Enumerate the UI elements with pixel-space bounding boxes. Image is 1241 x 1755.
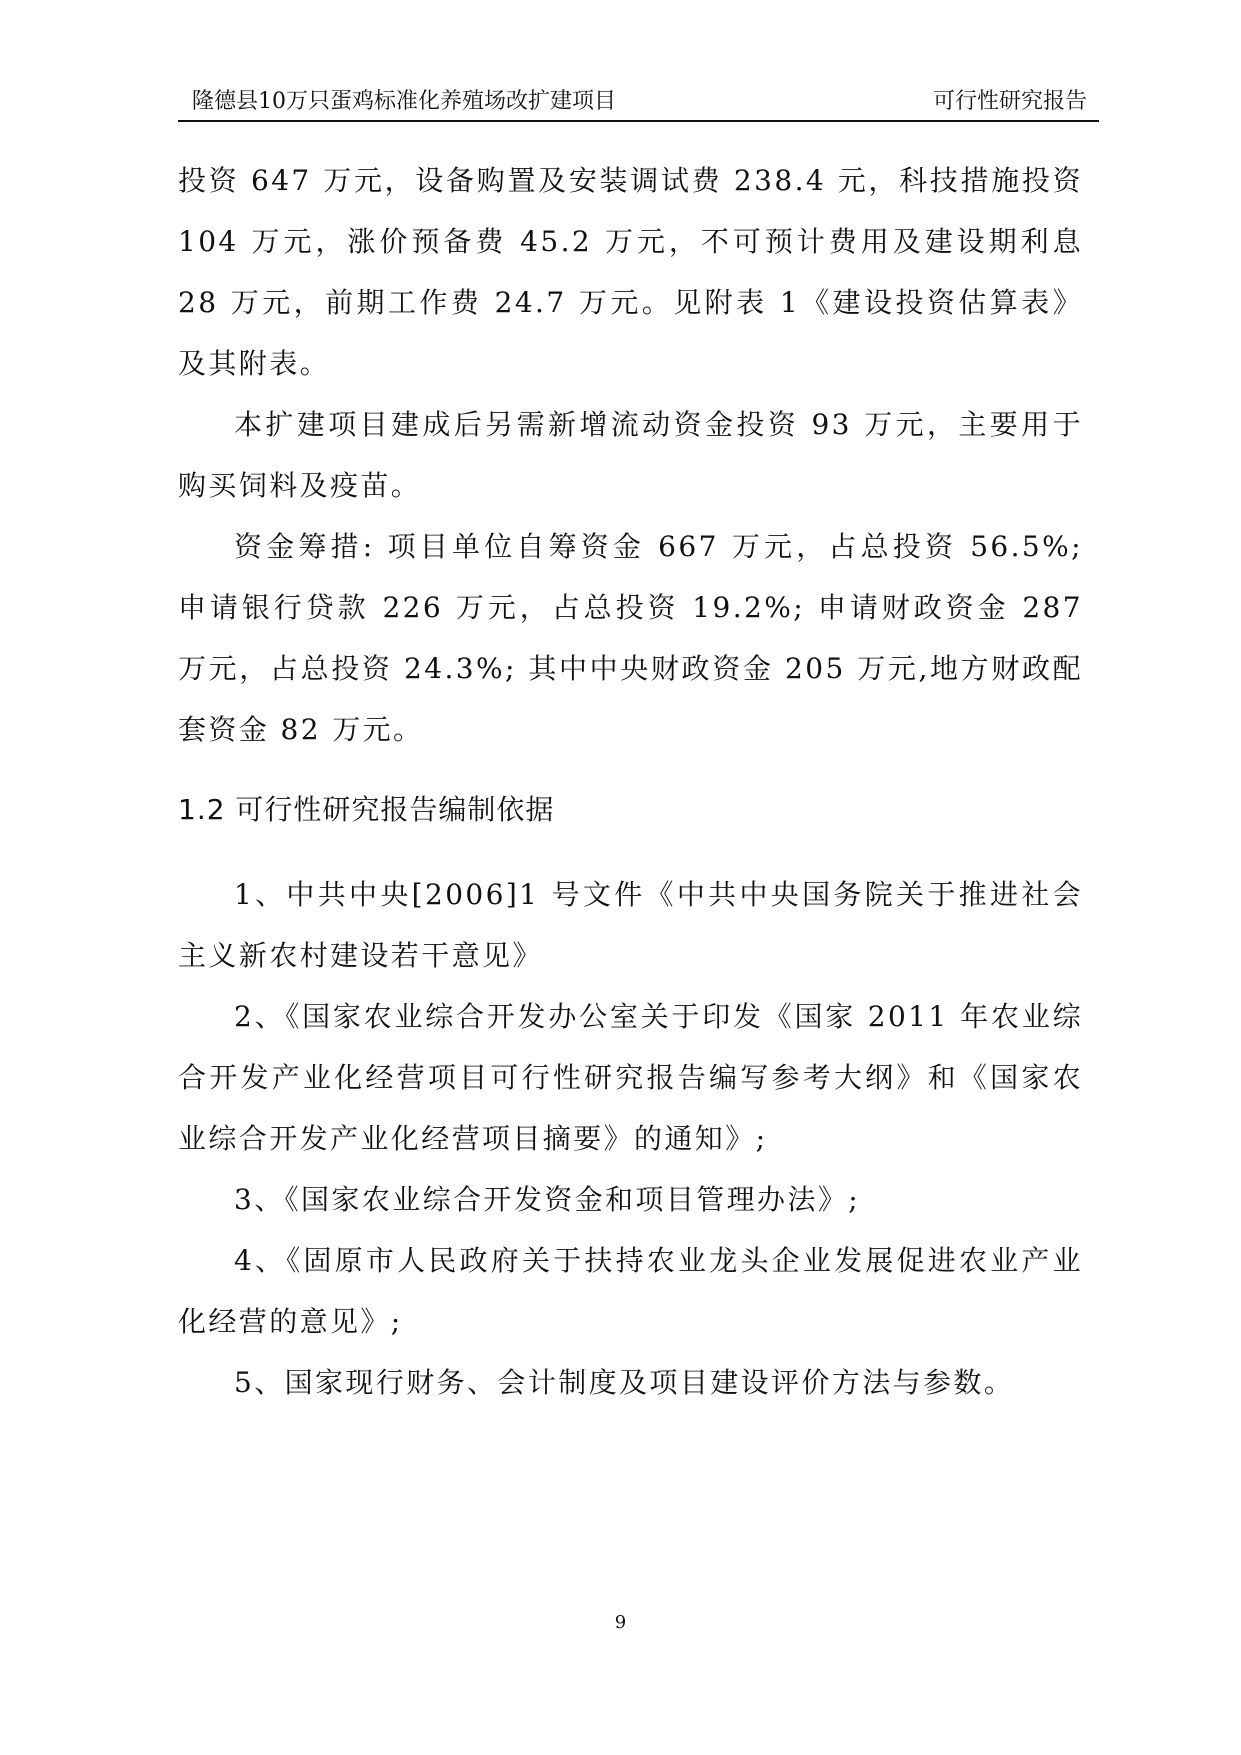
working-capital-paragraph: 本扩建项目建成后另需新增流动资金投资 93 万元，主要用于购买饲料及疫苗。 (178, 408, 1083, 502)
basis-item-2: 2、《国家农业综合开发办公室关于印发《国家 2011 年农业综合开发产业化经营项目可行性研究报告编写参考大纲》和《国家农业综合开发产业化经营项目摘要》的通知》; (178, 1000, 1083, 1155)
funding-paragraph: 资金筹措: 项目单位自筹资金 667 万元，占总投资 56.5%; 申请银行贷款 226 万元，占总投资 19.2%; 申请财政资金 287 万元，占总投资 24.3%; 其中中央财政资金 205 万元,地方财政配套资金 82 万元。 (178, 530, 1083, 746)
basis-item-3: 3、《国家农业综合开发资金和项目管理办法》; (234, 1183, 861, 1216)
page-number: 9 (614, 1612, 627, 1633)
basis-item-1: 1、中共中央[2006]1 号文件《中共中央国务院关于推进社会主义新农村建设若干意见》 (178, 878, 1083, 972)
page-header (178, 86, 1099, 122)
investment-paragraph: 投资 647 万元，设备购置及安装调试费 238.4 元，科技措施投资 104 万元，涨价预备费 45.2 万元，不可预计费用及建设期利息 28 万元，前期工作费 24.7 万元。见附表 1《建设投资估算表》及其附表。 (178, 164, 1083, 380)
header-project-title: 隆德县10万只蛋鸡标准化养殖场改扩建项目 (192, 89, 616, 114)
section-heading: 1.2 可行性研究报告编制依据 (178, 793, 555, 826)
basis-item-4: 4、《固原市人民政府关于扶持农业龙头企业发展促进农业产业化经营的意见》; (178, 1244, 1083, 1338)
header-report-type: 可行性研究报告 (932, 89, 1087, 114)
basis-item-5: 5、国家现行财务、会计制度及项目建设评价方法与参数。 (234, 1366, 1015, 1399)
page-body (178, 150, 1083, 1413)
